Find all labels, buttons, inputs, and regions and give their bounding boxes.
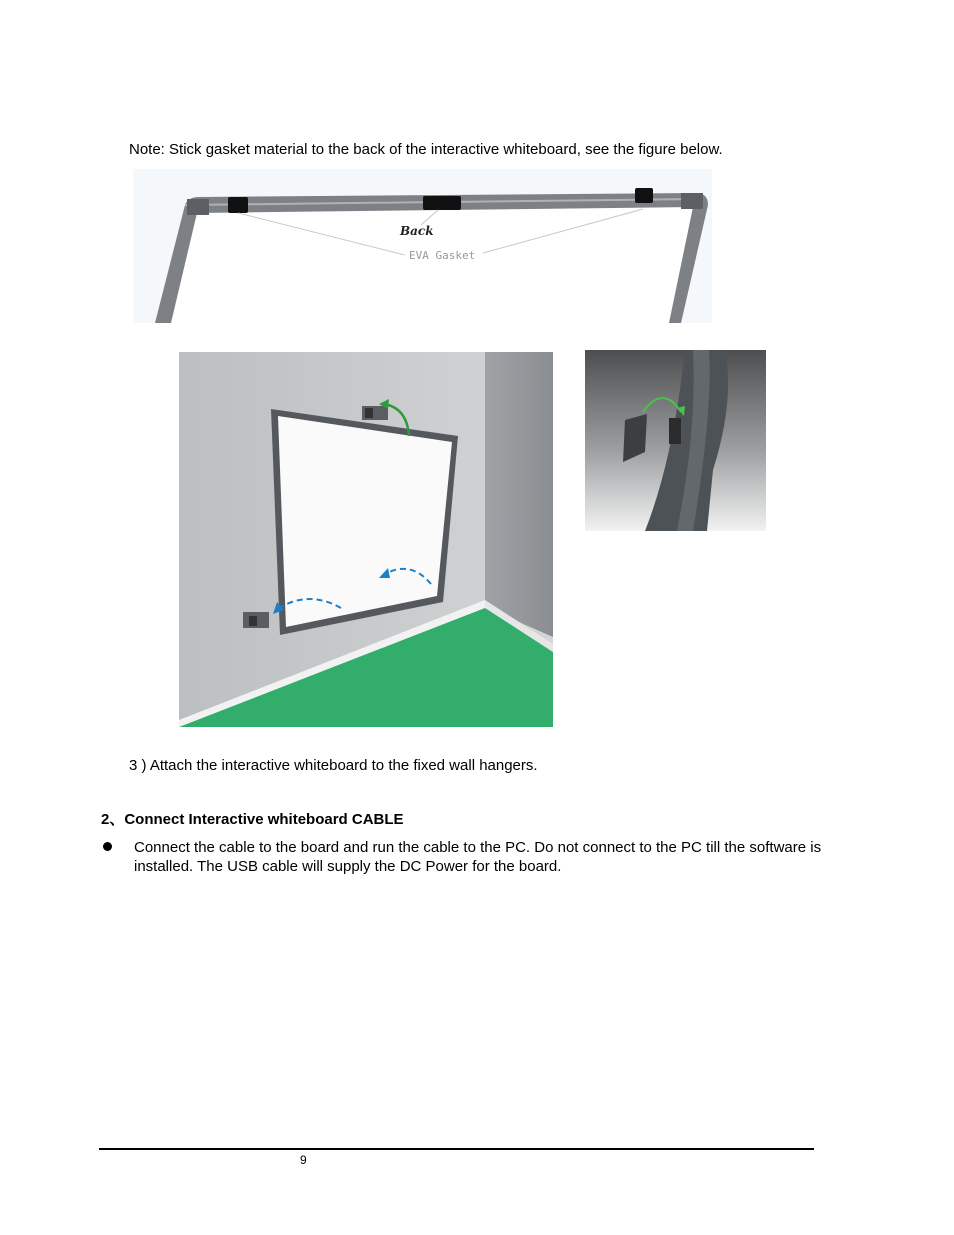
page-number: 9	[300, 1153, 307, 1167]
section-2-heading: 2、Connect Interactive whiteboard CABLE	[101, 811, 404, 828]
bullet-icon	[103, 842, 112, 851]
wall-mount-figure	[179, 352, 553, 727]
step-3-text: 3 ) Attach the interactive whiteboard to the fixed wall hangers.	[129, 757, 538, 774]
back-label: Back	[400, 224, 434, 238]
bullet-text: Connect the cable to the board and run the cable to the PC. Do not connect to the PC till the software is installed. The USB cable will supply the DC Power for the board.	[134, 839, 822, 875]
footer-rule	[99, 1148, 814, 1150]
note-text: Note: Stick gasket material to the back of the interactive whiteboard, see the figure below.	[129, 141, 723, 158]
hanger-closeup-figure	[585, 350, 766, 531]
gasket-figure	[133, 169, 712, 323]
eva-gasket-label: EVA Gasket	[409, 249, 476, 262]
